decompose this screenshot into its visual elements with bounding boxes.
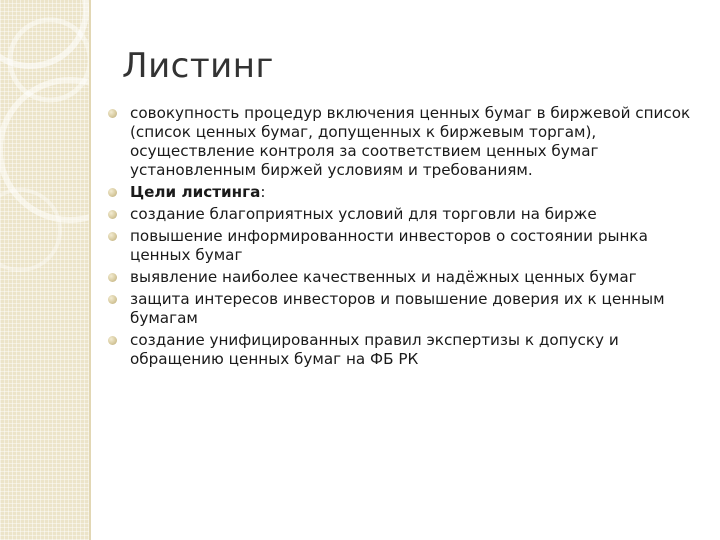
bullet-text: защита интересов инвесторов и повышение доверия их к ценным бумагам: [130, 290, 665, 327]
list-item: [108, 331, 698, 369]
bullet-heading: Цели листинга: [130, 183, 261, 201]
slide-title: Листинг: [122, 46, 274, 86]
list-item: [108, 104, 698, 180]
bullet-text: повышение информированности инвесторов о состоянии рынка ценных бумаг: [130, 227, 648, 264]
bullet-text: создание унифицированных правил экспертизы к допуску и обращению ценных бумаг на ФБ РК: [130, 331, 619, 368]
bullet-icon: [108, 273, 117, 282]
decorative-side-panel: [0, 0, 91, 540]
list-item: [108, 183, 698, 202]
list-item: [108, 227, 698, 265]
bullet-icon: [108, 232, 117, 241]
bullet-text: создание благоприятных условий для торговли на бирже: [130, 205, 597, 223]
list-item: [108, 268, 698, 287]
decorative-rings-graphic: [0, 0, 91, 540]
bullet-text: :: [260, 183, 266, 201]
bullet-text: совокупность процедур включения ценных бумаг в биржевой список (список ценных бумаг, допущенных к биржевым торгам), осуществление контроля за соответствием ценных бумаг установленным биржей условиям и требованиям.: [130, 104, 691, 179]
list-item: [108, 205, 698, 224]
bullet-icon: [108, 210, 117, 219]
list-item: [108, 290, 698, 328]
bullet-icon: [108, 295, 117, 304]
bullet-icon: [108, 109, 117, 118]
bullet-icon: [108, 336, 117, 345]
bullet-text: выявление наиболее качественных и надёжных ценных бумаг: [130, 268, 637, 286]
bullet-icon: [108, 188, 117, 197]
bullet-list: [108, 104, 698, 372]
